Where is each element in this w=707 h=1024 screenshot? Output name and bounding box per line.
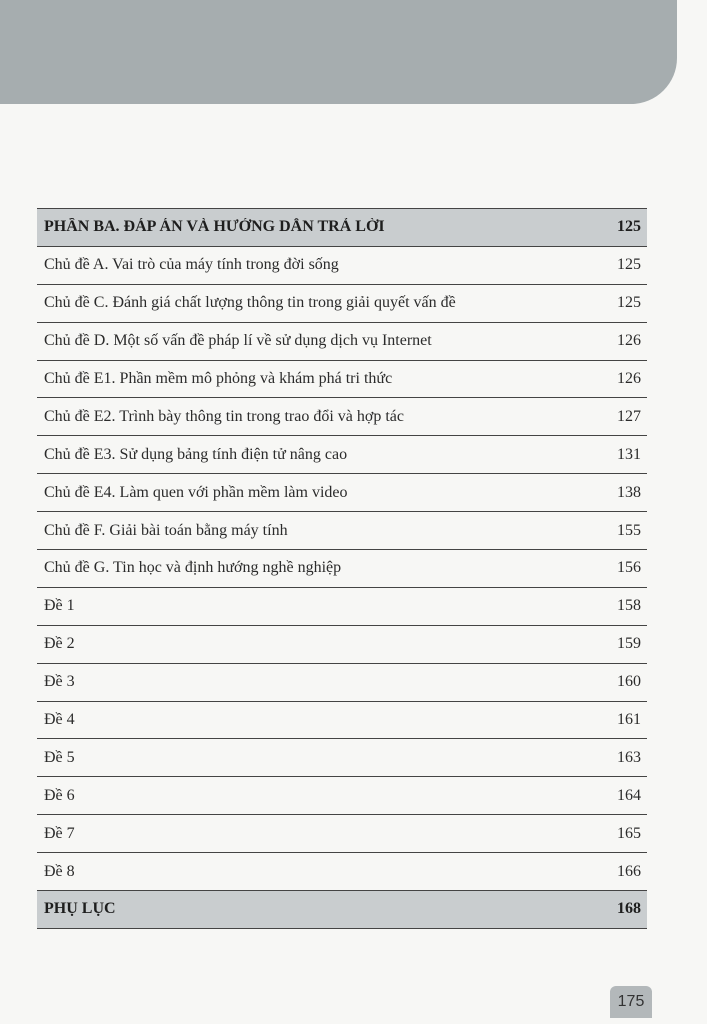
- toc-row: [37, 626, 647, 664]
- toc-entry-title: Đề 8: [44, 862, 75, 880]
- toc-entry-title: Đề 6: [44, 786, 75, 804]
- toc-entry-page: 131: [617, 445, 641, 463]
- toc-row: [37, 815, 647, 853]
- toc-row: [37, 398, 647, 436]
- toc-row: [37, 550, 647, 588]
- header-band: [0, 0, 677, 104]
- toc-entry-title: Đề 1: [44, 597, 75, 615]
- toc-entry-title: Đề 3: [44, 673, 75, 691]
- toc-entry-title: Chủ đề E4. Làm quen với phần mềm làm video: [44, 483, 348, 501]
- toc-row: [37, 436, 647, 474]
- toc-row: [37, 588, 647, 626]
- toc-row: [37, 512, 647, 550]
- toc-entry-page: 166: [617, 862, 641, 880]
- toc-row: [37, 474, 647, 512]
- toc-entry-title: Chủ đề E3. Sử dụng bảng tính điện tử nâng cao: [44, 445, 348, 463]
- toc-entry-page: 126: [617, 370, 641, 387]
- toc-section-row: [37, 209, 647, 247]
- toc-entry-title: Chủ đề E2. Trình bày thông tin trong trao đổi và hợp tác: [44, 407, 404, 425]
- toc-entry-page: 125: [617, 294, 641, 312]
- toc-row: [37, 777, 647, 815]
- toc-entry-page: 164: [617, 786, 641, 804]
- toc-row: [37, 247, 647, 285]
- toc-entry-page: 138: [617, 483, 641, 501]
- toc-entry-page: 165: [617, 824, 641, 842]
- toc-row: [37, 361, 647, 399]
- toc-entry-page: 163: [617, 748, 641, 766]
- toc-entry-page: 127: [617, 407, 641, 425]
- toc-entry-title: Chủ đề A. Vai trò của máy tính trong đời sống: [44, 256, 339, 274]
- toc-row: [37, 285, 647, 323]
- toc-entry-title: Chủ đề D. Một số vấn đề pháp lí về sử dụng dịch vụ Internet: [44, 332, 432, 350]
- toc-row: [37, 664, 647, 702]
- toc-entry-page: 125: [617, 218, 641, 236]
- table-of-contents: [37, 208, 647, 929]
- toc-entry-page: 168: [617, 900, 641, 918]
- toc-entry-page: 159: [617, 635, 641, 653]
- toc-entry-title: Đề 5: [44, 748, 75, 766]
- toc-entry-title: Đề 4: [44, 711, 75, 729]
- toc-entry-page: 156: [617, 559, 641, 577]
- toc-entry-page: 126: [617, 332, 641, 350]
- toc-entry-title: Đề 2: [44, 635, 75, 653]
- toc-entry-page: 125: [617, 256, 641, 274]
- toc-row: [37, 853, 647, 891]
- toc-entry-title: Chủ đề E1. Phần mềm mô phỏng và khám phá tri thức: [44, 370, 393, 387]
- toc-entry-title: PHẦN BA. ĐÁP ÁN VÀ HƯỚNG DẪN TRẢ LỜI: [44, 218, 385, 236]
- toc-entry-title: Chủ đề G. Tin học và định hướng nghề nghiệp: [44, 559, 342, 577]
- toc-entry-page: 155: [617, 521, 641, 539]
- toc-entry-title: Đề 7: [44, 824, 75, 842]
- toc-entry-title: PHỤ LỤC: [44, 900, 116, 918]
- toc-entry-page: 160: [617, 673, 641, 691]
- toc-entry-title: Chủ đề F. Giải bài toán bằng máy tính: [44, 521, 288, 539]
- toc-row: [37, 323, 647, 361]
- toc-entry-page: 161: [617, 711, 641, 729]
- toc-row: [37, 702, 647, 740]
- toc-entry-page: 158: [617, 597, 641, 615]
- toc-section-row: [37, 891, 647, 929]
- toc-row: [37, 739, 647, 777]
- toc-entry-title: Chủ đề C. Đánh giá chất lượng thông tin trong giải quyết vấn đề: [44, 294, 456, 312]
- page-number: 175: [610, 986, 652, 1018]
